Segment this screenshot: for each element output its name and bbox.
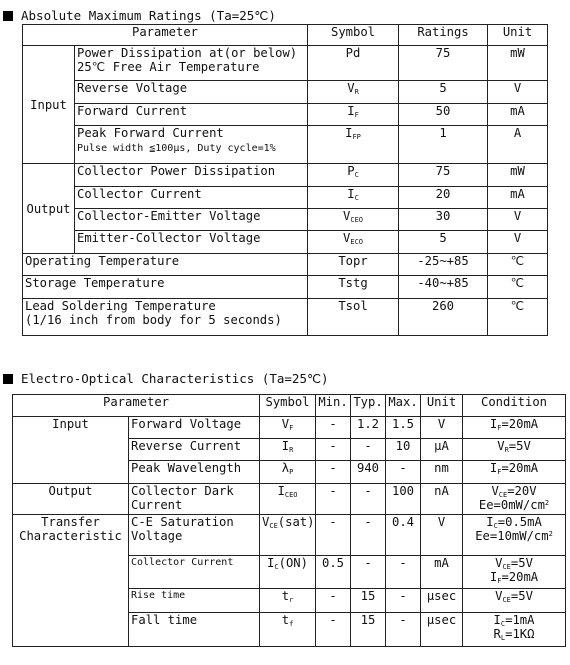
- param-cell: Reverse Current: [129, 439, 260, 461]
- header-unit: Unit: [488, 25, 548, 46]
- condition-cell: $I_F=20mA$: [463, 461, 566, 484]
- table-row: [23, 231, 548, 254]
- absolute-max-ratings-table: [22, 24, 548, 336]
- condition-cell: $I_F=20mA$: [463, 417, 566, 439]
- param-cell: Reverse Voltage: [75, 81, 308, 104]
- condition-cell: $I_C=0.5mA$ $Ee=10mW/cm^2$: [463, 515, 566, 556]
- param-cell: Peak Forward Current Pulse width ≦100μs, Duty cycle=1%: [75, 126, 308, 164]
- rating-cell: 5: [399, 231, 488, 254]
- section-bullet-icon: [3, 11, 13, 21]
- param-cell: Operating Temperature: [23, 254, 308, 276]
- electro-optical-table: [12, 394, 566, 647]
- param-cell: C-E Saturation Voltage: [129, 515, 260, 556]
- symbol-cell: $V_R$: [308, 81, 399, 104]
- param-cell: Forward Voltage: [129, 417, 260, 439]
- param-cell: Collector Power Dissipation: [75, 164, 308, 187]
- table-row: [23, 299, 548, 336]
- typ-cell: -: [351, 556, 386, 589]
- unit-cell: mA: [488, 187, 548, 209]
- symbol-cell: Topr: [308, 254, 399, 276]
- symbol-cell: $\lambda_P$: [260, 461, 316, 484]
- rating-cell: 75: [399, 164, 488, 187]
- header-symbol: Symbol: [308, 25, 399, 46]
- unit-cell: A: [488, 126, 548, 164]
- group-input: Input: [13, 417, 129, 484]
- param-cell: Collector Current: [129, 556, 260, 589]
- symbol-cell: $I_{FP}$: [308, 126, 399, 164]
- header-typ: Typ.: [351, 395, 386, 417]
- rating-cell: 30: [399, 209, 488, 231]
- table-row: [23, 126, 548, 164]
- table-row: [23, 276, 548, 299]
- typ-cell: -: [351, 515, 386, 556]
- min-cell: 0.5: [316, 556, 351, 589]
- unit-cell: V: [421, 417, 463, 439]
- min-cell: -: [316, 461, 351, 484]
- unit-cell: mW: [488, 46, 548, 81]
- section-bullet-icon: [3, 374, 13, 384]
- unit-cell: mW: [488, 164, 548, 187]
- typ-cell: 1.2: [351, 417, 386, 439]
- condition-cell: $V_{CE}=5V$: [463, 589, 566, 613]
- unit-cell: V: [488, 231, 548, 254]
- unit-cell: μA: [421, 439, 463, 461]
- param-cell: Peak Wavelength: [129, 461, 260, 484]
- unit-cell: ℃: [488, 276, 548, 299]
- table-row: [23, 104, 548, 126]
- typ-cell: -: [351, 484, 386, 515]
- min-cell: -: [316, 515, 351, 556]
- rating-cell: 75: [399, 46, 488, 81]
- symbol-cell: $t_f$: [260, 613, 316, 647]
- param-cell: Forward Current: [75, 104, 308, 126]
- table-row: [23, 254, 548, 276]
- header-parameter: Parameter: [13, 395, 260, 417]
- param-cell: Rise time: [129, 589, 260, 613]
- table-row: [23, 209, 548, 231]
- unit-cell: nm: [421, 461, 463, 484]
- param-cell: Emitter-Collector Voltage: [75, 231, 308, 254]
- max-cell: -: [386, 461, 421, 484]
- table-row: [13, 417, 566, 439]
- typ-cell: 15: [351, 613, 386, 647]
- symbol-cell: Pd: [308, 46, 399, 81]
- group-input: Input: [23, 46, 75, 164]
- rating-cell: 1: [399, 126, 488, 164]
- table-row: [13, 515, 566, 556]
- symbol-cell: $V_{CE}(sat)$: [260, 515, 316, 556]
- table-row: [23, 46, 548, 81]
- condition-cell: $V_R=5V$: [463, 439, 566, 461]
- rating-cell: -40~+85: [399, 276, 488, 299]
- symbol-cell: $t_r$: [260, 589, 316, 613]
- header-min: Min.: [316, 395, 351, 417]
- group-output: Output: [13, 484, 129, 515]
- unit-cell: V: [488, 209, 548, 231]
- symbol-cell: $I_F$: [308, 104, 399, 126]
- param-cell: Fall time: [129, 613, 260, 647]
- table-header-row: [13, 395, 566, 417]
- symbol-cell: $V_{ECO}$: [308, 231, 399, 254]
- condition-cell: $V_{CE}=20V$ $Ee=0mW/cm^2$: [463, 484, 566, 515]
- condition-cell: $I_C=1mA$ $R_L=1K\Omega$: [463, 613, 566, 647]
- header-max: Max.: [386, 395, 421, 417]
- table-row: [23, 164, 548, 187]
- min-cell: -: [316, 417, 351, 439]
- header-ratings: Ratings: [399, 25, 488, 46]
- rating-cell: -25~+85: [399, 254, 488, 276]
- unit-cell: μsec: [421, 613, 463, 647]
- unit-cell: nA: [421, 484, 463, 515]
- param-cell: Lead Soldering Temperature (1/16 inch from body for 5 seconds): [23, 299, 308, 336]
- condition-cell: $V_{CE}=5V$ $I_F=20mA$: [463, 556, 566, 589]
- unit-cell: V: [488, 81, 548, 104]
- param-cell: Collector Current: [75, 187, 308, 209]
- param-cell: Collector-Emitter Voltage: [75, 209, 308, 231]
- symbol-cell: $I_C$: [308, 187, 399, 209]
- table-header-row: [23, 25, 548, 46]
- header-unit: Unit: [421, 395, 463, 417]
- max-cell: 100: [386, 484, 421, 515]
- typ-cell: 940: [351, 461, 386, 484]
- electro-optical-title: Electro-Optical Characteristics (Ta=25℃): [3, 371, 329, 387]
- max-cell: 1.5: [386, 417, 421, 439]
- min-cell: -: [316, 613, 351, 647]
- max-cell: 0.4: [386, 515, 421, 556]
- param-cell: Power Dissipation at(or below) 25℃ Free Air Temperature: [75, 46, 308, 81]
- typ-cell: 15: [351, 589, 386, 613]
- header-condition: Condition: [463, 395, 566, 417]
- table-row: [23, 187, 548, 209]
- rating-cell: 20: [399, 187, 488, 209]
- table-row: [13, 484, 566, 515]
- unit-cell: mA: [488, 104, 548, 126]
- symbol-cell: $V_{CEO}$: [308, 209, 399, 231]
- param-cell: Collector Dark Current: [129, 484, 260, 515]
- min-cell: -: [316, 589, 351, 613]
- param-cell: Storage Temperature: [23, 276, 308, 299]
- symbol-cell: $I_R$: [260, 439, 316, 461]
- max-cell: -: [386, 589, 421, 613]
- symbol-cell: $I_{CEO}$: [260, 484, 316, 515]
- group-output: Output: [23, 164, 75, 254]
- symbol-cell: $V_F$: [260, 417, 316, 439]
- max-cell: -: [386, 556, 421, 589]
- min-cell: -: [316, 484, 351, 515]
- unit-cell: ℃: [488, 299, 548, 336]
- rating-cell: 50: [399, 104, 488, 126]
- min-cell: -: [316, 439, 351, 461]
- symbol-cell: $P_C$: [308, 164, 399, 187]
- max-cell: -: [386, 613, 421, 647]
- unit-cell: ℃: [488, 254, 548, 276]
- header-symbol: Symbol: [260, 395, 316, 417]
- typ-cell: -: [351, 439, 386, 461]
- rating-cell: 260: [399, 299, 488, 336]
- symbol-cell: $I_C(ON)$: [260, 556, 316, 589]
- table-row: [23, 81, 548, 104]
- unit-cell: V: [421, 515, 463, 556]
- abs-max-title: Absolute Maximum Ratings (Ta=25℃): [3, 8, 276, 24]
- group-transfer: Transfer Characteristic: [13, 515, 129, 647]
- unit-cell: mA: [421, 556, 463, 589]
- symbol-cell: Tsol: [308, 299, 399, 336]
- header-parameter: Parameter: [23, 25, 308, 46]
- symbol-cell: Tstg: [308, 276, 399, 299]
- unit-cell: μsec: [421, 589, 463, 613]
- rating-cell: 5: [399, 81, 488, 104]
- max-cell: 10: [386, 439, 421, 461]
